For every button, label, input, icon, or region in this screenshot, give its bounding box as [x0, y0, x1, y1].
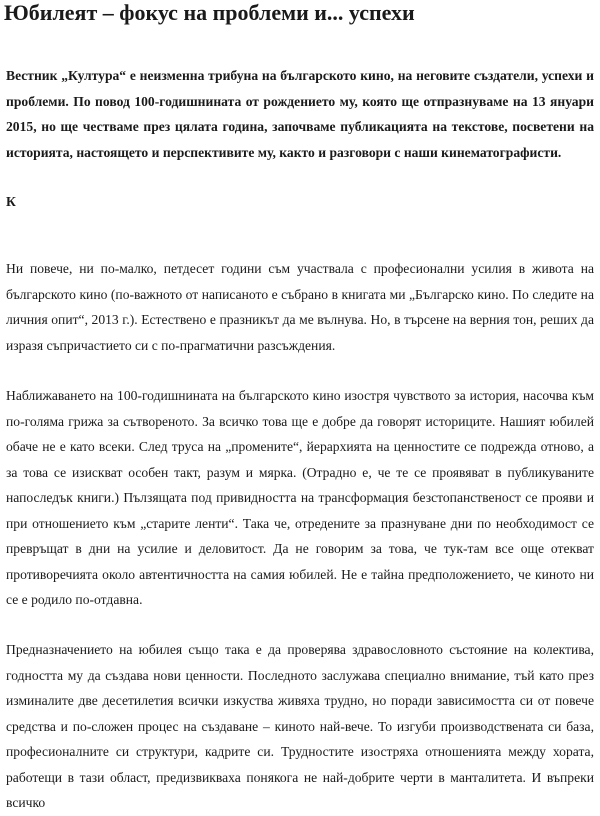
body-paragraph: Наближаването на 100-годишнината на българското кино изостря чувството за история, насочва към по-голяма грижа за сътвореното. За всичко това ще е добре да говорят историците. Нашият юбилей обаче не е като всеки. След труса на „промените“, йерархията на ценностите се подрежда отново, а за това се изискват особен такт, разум и мярка. (Отрадно е, че те се проявяват в публикуваните напоследък книги.) Пълзящата под привидността на трансформация безстопанственост се прояви и при отношението към „старите ленти“. Така че, отредените за празнуване дни по необходимост се превръщат в дни на усилие и деловитост. Да не говорим за това, че тук-там все още отекват противоречията около автентичността на самия юбилей. Не е тайна предположението, че киното ни се е родило по-отдавна.: [6, 388, 594, 607]
body-paragraph: Предназначението на юбилея също така е да проверява здравословното състояние на колектива, годността му да създава нови ценности. Последното заслужава специално внимание, тъй като през изминалите две десетилетия всички изкуства живяха трудно, но поради зависимостта си от повече средства и по-сложен процес на създаване – киното най-вече. То изгуби производствената си база, професионалните си структури, кадрите си. Трудностите изостряха отношенията между хората, работещи в тази област, предизвикваха понякога не най-добрите черти в манталитета. И въпреки всичко: [6, 642, 594, 810]
article-title: Юбилеят – фокус на проблеми и... успехи: [4, 0, 415, 25]
article-kicker: К: [6, 194, 16, 209]
body-paragraph: Ни повече, ни по-малко, петдесет години съм участвала с професионални усилия в живота на българското кино (по-важното от написаното е събрано в книгата ми „Българско кино. По следите на личния опит“, 2013 г.). Естествено е празникът да ме вълнува. Но, в търсене на верния тон, реших да изразя съпричастието си с по-прагматични разсъждения.: [6, 261, 594, 353]
article-lead: Вестник „Култура“ е неизменна трибуна на българското кино, на неговите създатели, успехи и проблеми. По повод 100-годишнината от рождението му, която ще отпразнуваме на 13 януари 2015, но ще честваме през цялата година, започваме публикацията на текстове, посветени на историята, настоящето и перспективите му, както и разговори с наши кинематографисти.: [6, 68, 594, 160]
